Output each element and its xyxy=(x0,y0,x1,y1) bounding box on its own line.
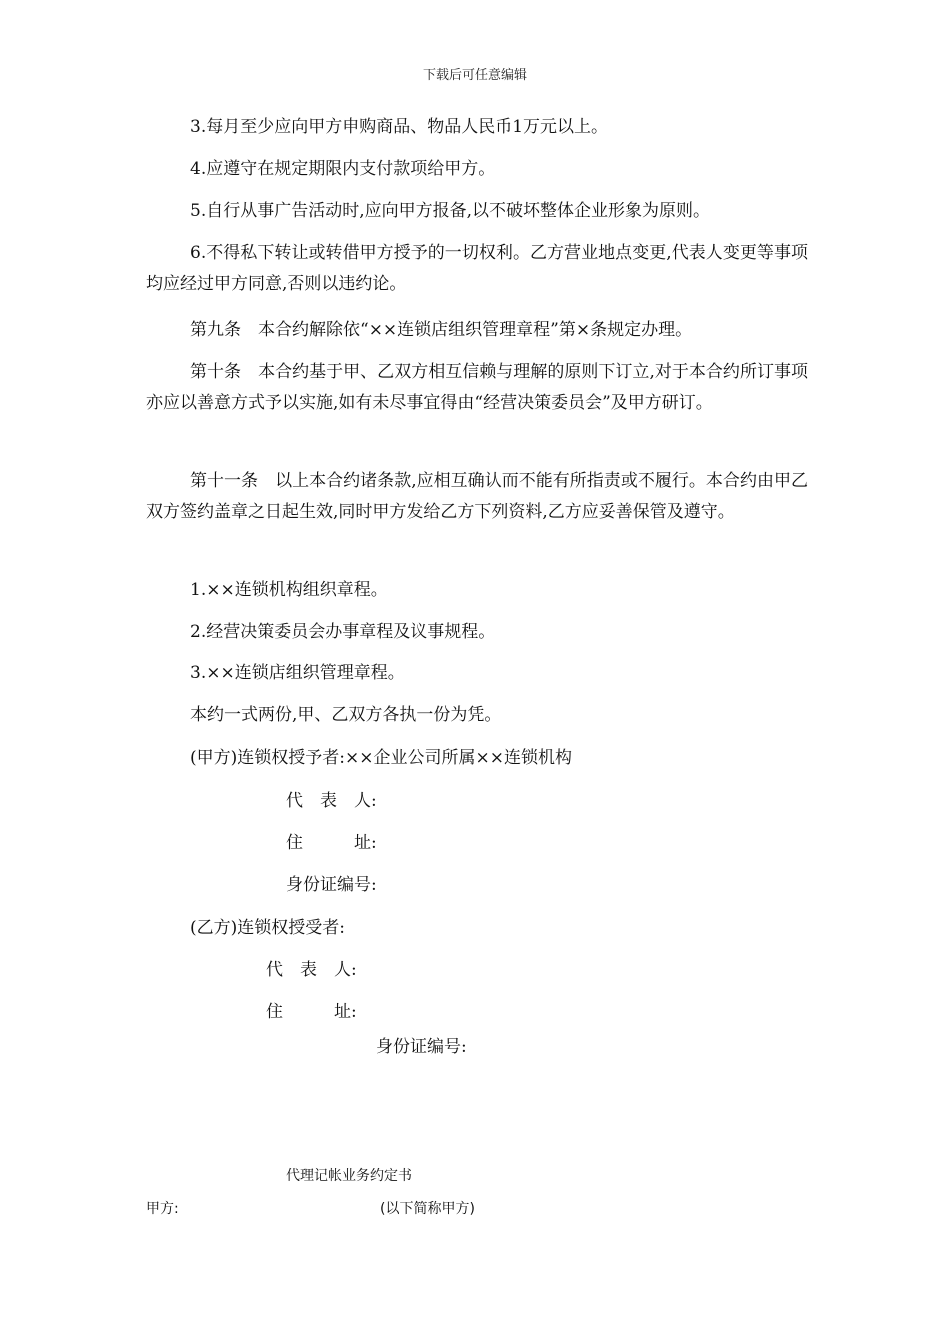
doc-item-1: 1.××连锁机构组织章程。 xyxy=(190,580,388,600)
item-6: 6.不得私下转让或转借甲方授予的一切权利。乙方营业地点变更,代表人变更等事项均应经过甲方同意,否则以违约论。 xyxy=(146,243,808,294)
party-a-address: 住 址: xyxy=(286,833,377,853)
article-10: 第十条 本合约基于甲、乙双方相互信赖与理解的原则下订立,对于本合约所订事项亦应以善意方式予以实施,如有未尽事宜得由“经营决策委员会”及甲方研订。 xyxy=(146,362,808,413)
party-b-title: (乙方)连锁权授受者: xyxy=(190,918,345,938)
next-doc-title: 代理记帐业务约定书 xyxy=(286,1168,412,1184)
party-a-title: (甲方)连锁权授予者:××企业公司所属××连锁机构 xyxy=(190,748,572,768)
item-3: 3.每月至少应向甲方申购商品、物品人民币1万元以上。 xyxy=(190,117,609,137)
article-11: 第十一条 以上本合约诸条款,应相互确认而不能有所指责或不履行。本合约由甲乙双方签约盖章之日起生效,同时甲方发给乙方下列资料,乙方应妥善保管及遵守。 xyxy=(146,471,808,522)
article-9: 第九条 本合约解除依“××连锁店组织管理章程”第×条规定办理。 xyxy=(190,320,693,340)
next-doc-party-a-label: 甲方: xyxy=(146,1201,179,1217)
item-5: 5.自行从事广告活动时,应向甲方报备,以不破坏整体企业形象为原则。 xyxy=(190,201,711,221)
copies-statement: 本约一式两份,甲、乙双方各执一份为凭。 xyxy=(190,705,502,725)
next-doc-party-a-note: (以下简称甲方) xyxy=(380,1201,475,1217)
item-4: 4.应遵守在规定期限内支付款项给甲方。 xyxy=(190,159,496,179)
doc-item-3: 3.××连锁店组织管理章程。 xyxy=(190,663,405,683)
party-a-representative: 代 表 人: xyxy=(286,791,377,811)
doc-item-2: 2.经营决策委员会办事章程及议事规程。 xyxy=(190,622,496,642)
page-header: 下载后可任意编辑 xyxy=(422,68,527,83)
party-b-id-number: 身份证编号: xyxy=(376,1037,467,1057)
party-a-id-number: 身份证编号: xyxy=(286,875,377,895)
party-b-address: 住 址: xyxy=(266,1002,357,1022)
party-b-representative: 代 表 人: xyxy=(266,960,357,980)
